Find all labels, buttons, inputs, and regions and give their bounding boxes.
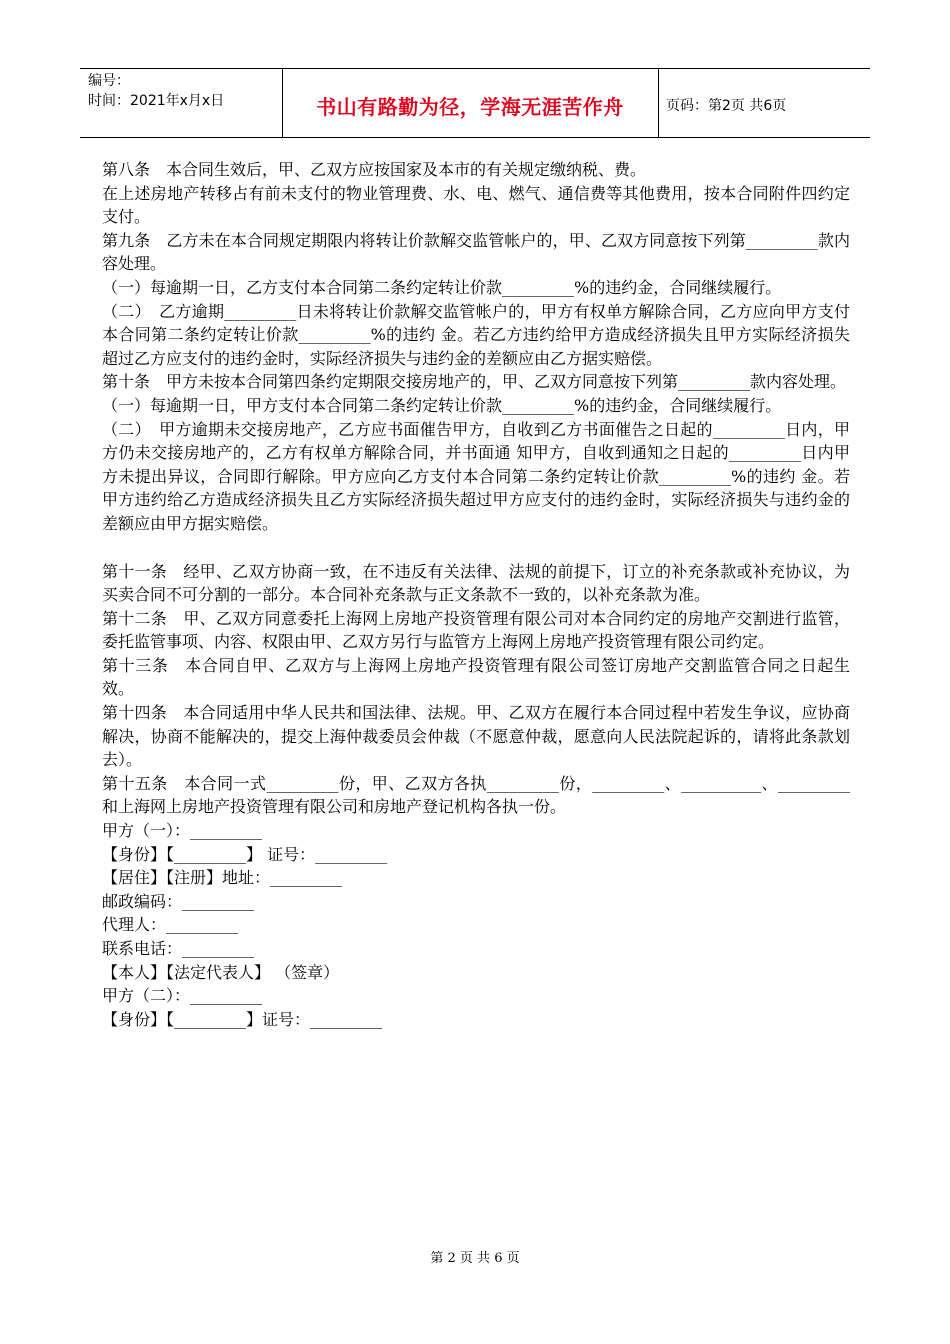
contract-paragraph: （二） 甲方逾期未交接房地产，乙方应书面催告甲方，自收到乙方书面催告之日起的_________日内，甲方仍未交接房地产的，乙方有权单方解除合同，并书面通 知甲方，自收到通知之日起的_________日内甲方未提出异议，合同即行解除。甲方应向乙方支付本合同第二条约定转让价款_________%的违约 金。若甲方违约给乙方造成经济损失且乙方实际经济损失超过甲方应支付的违约金时，实际经济损失与违约金的差额应由甲方据实赔偿。 <box>102 419 850 533</box>
document-header <box>80 68 870 138</box>
paragraph-spacer <box>102 536 850 560</box>
contract-paragraph: 第八条 本合同生效后，甲、乙双方应按国家及本市的有关规定缴纳税、费。 <box>102 160 647 179</box>
document-number: 编号： <box>88 73 130 89</box>
contract-paragraph: 【居住】【注册】地址：_________ <box>102 868 343 888</box>
contract-paragraph: 第十三条 本合同自甲、乙双方与上海网上房地产投资管理有限公司签订房地产交割监管合同之日起生效。 <box>102 655 850 699</box>
header-meta <box>88 71 280 111</box>
contract-paragraph: 第十条 甲方未按本合同第四条约定期限交接房地产的，甲、乙双方同意按下列第_________款内容处理。 <box>102 372 847 392</box>
contract-paragraph: 第十一条 经甲、乙双方协商一致，在不违反有关法律、法规的前提下，订立的补充条款或补充协议，为买卖合同不可分割的一部分。本合同补充条款与正文条款不一致的，以补充条款为准。 <box>102 561 850 605</box>
header-divider <box>658 69 659 137</box>
contract-paragraph: 第十二条 甲、乙双方同意委托上海网上房地产投资管理有限公司对本合同约定的房地产交割进行监管，委托监管事项、内容、权限由甲、乙双方另行与监管方上海网上房地产投资管理有限公司约定。 <box>102 608 850 652</box>
contract-paragraph: 联系电话：_________ <box>102 939 255 958</box>
contract-paragraph: 甲方（一）：_________ <box>102 821 263 841</box>
page-footer: 第 2 页 共 6 页 <box>430 1251 520 1266</box>
contract-paragraph: 代理人：_________ <box>102 915 239 935</box>
contract-paragraph: 第十四条 本合同适用中华人民共和国法律、法规。甲、乙双方在履行本合同过程中若发生争议，应协商解决，协商不能解决的，提交上海仲裁委员会仲裁（不愿意仲裁，愿意向人民法院起诉的，请将此条款划去）。 <box>102 703 850 770</box>
contract-paragraph: 第九条 乙方未在本合同规定期限内将转让价款解交监管帐户的，甲、乙双方同意按下列第_________款内容处理。 <box>102 230 850 274</box>
contract-paragraph: （二） 乙方逾期_________日未将转让价款解交监管帐户的，甲方有权单方解除合同，乙方应向甲方支付本合同第二条约定转让价款_________%的违约 金。若乙方违约给甲方造成经济损失且甲方实际经济损失超过乙方应支付的违约金时，实际经济损失与违约金的差额应由乙方据实赔偿。 <box>102 301 850 368</box>
contract-paragraph: 邮政编码：_________ <box>102 891 255 911</box>
contract-paragraph: 【身份】【_________】证号：_________ <box>102 1009 383 1029</box>
contract-paragraph: 第十五条 本合同一式_________份，甲、乙双方各执_________份，_________、__________、_________和上海网上房地产投资管理有限公司和房地产登记机构各执一份。 <box>102 773 850 817</box>
contract-paragraph: 【本人】【法定代表人】 （签章） <box>102 962 340 982</box>
contract-paragraph: 【身份】【_________】 证号：_________ <box>102 844 388 864</box>
contract-paragraph: （一）每逾期一日，甲方支付本合同第二条约定转让价款_________%的违约金，合同继续履行。 <box>102 395 782 415</box>
contract-paragraph: 在上述房地产转移占有前未支付的物业管理费、水、电、燃气、通信费等其他费用，按本合同附件四约定支付。 <box>102 183 850 227</box>
header-page-info: 页码：第2页 共6页 <box>666 98 787 114</box>
header-motto: 书山有路勤为径，学海无涯苦作舟 <box>316 95 624 119</box>
contract-paragraph: （一）每逾期一日，乙方支付本合同第二条约定转让价款_________%的违约金，合同继续履行。 <box>102 277 782 297</box>
document-time: 时间：2021年x月x日 <box>88 93 225 109</box>
contract-paragraph: 甲方（二）：_________ <box>102 986 263 1006</box>
contract-body <box>102 158 850 1031</box>
